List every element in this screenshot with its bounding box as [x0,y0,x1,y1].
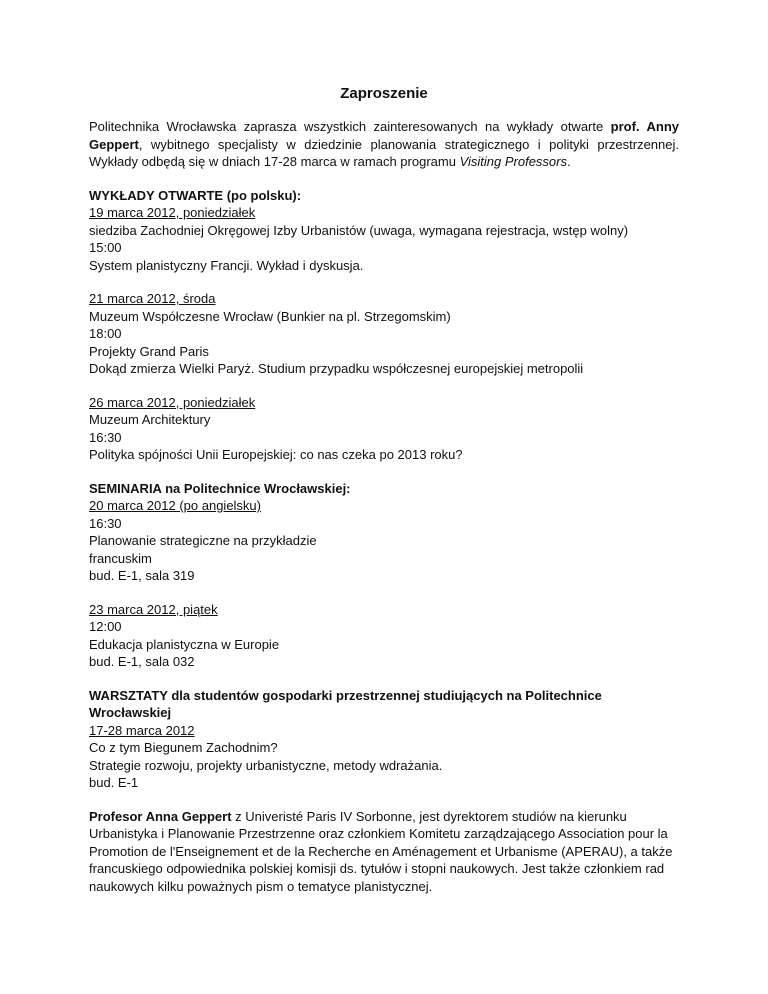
event-line: bud. E-1, sala 032 [89,654,195,669]
event-line: Projekty Grand Paris [89,343,209,359]
event-date: 23 marca 2012, piątek [89,601,218,617]
event-date: 17-28 marca 2012 [89,722,195,738]
event-line: System planistyczny Francji. Wykład i dyskusja. [89,257,364,273]
event-date: 19 marca 2012, poniedziałek [89,205,256,220]
event-line: Dokąd zmierza Wielki Paryż. Studium przypadku współczesnej europejskiej metropolii [89,361,584,376]
seminar-event-1 [89,480,679,585]
lecture-event-2 [89,290,679,378]
seminar-event-2 [89,601,679,671]
workshops-heading: WARSZTATY dla studentów gospodarki przestrzennej studiujących na Politechnice Wrocławskiej [89,687,602,720]
document-body [89,118,679,895]
intro-paragraph [89,118,679,171]
intro-text-3: . [566,154,571,169]
intro-text-1: Politechnika Wrocławska zaprasza wszystkich zainteresowanych na wykłady otwarte [89,119,611,134]
intro-professor-name: prof. Anny Geppert [89,119,680,152]
lecture-event-1 [89,187,679,275]
workshop-event-1 [89,687,679,792]
event-line: Muzeum Architektury [89,412,211,427]
bio-name: Profesor Anna Geppert [89,808,232,824]
event-line: 16:30 [89,515,122,531]
seminars-heading: SEMINARIA na Politechnice Wrocławskiej: [89,480,351,496]
event-line: 12:00 [89,619,122,634]
event-line: Planowanie strategiczne na przykładzie [89,533,317,548]
event-line: Edukacja planistyczna w Europie [89,636,280,652]
event-line: Strategie rozwoju, projekty urbanistyczne, metody wdrażania. [89,757,443,773]
event-line: 15:00 [89,240,122,255]
event-line: Co z tym Biegunem Zachodnim? [89,740,278,755]
event-line: 16:30 [89,429,122,445]
intro-program-name: Visiting Professors [459,154,567,169]
lectures-heading: WYKŁADY OTWARTE (po polsku): [89,187,302,203]
event-date: 21 marca 2012, środa [89,291,216,306]
event-date: 20 marca 2012 (po angielsku) [89,498,261,513]
page-title: Zaproszenie [340,85,428,102]
event-line: siedziba Zachodniej Okręgowej Izby Urbanistów (uwaga, wymagana rejestracja, wstęp wolny) [89,222,629,238]
intro-text-2: , wybitnego specjalisty w dziedzinie planowania strategicznego i polityki przestrzennej. Wykłady odbędą się w dniach 17-28 marca w ramach programu [89,136,679,169]
event-line: 18:00 [89,326,122,341]
event-date: 26 marca 2012, poniedziałek [89,394,256,410]
bio-text: z Univeristé Paris IV Sorbonne, jest dyrektorem studiów na kierunku Urbanistyka i Planowanie Przestrzenne oraz członkiem Komitetu zarządzającego Association pour la Promotion de l'Enseignement et de la Recherche en Aménagement et Urbanisme (APERAU), a także francuskiego odpowiednika polskiej komisji ds. tytułów i stopni naukowych. Jest także członkiem rad naukowych kilku poważnych pism o tematyce planistycznej. [89,808,673,894]
event-line: bud. E-1 [89,775,139,790]
event-line: Muzeum Współczesne Wrocław (Bunkier na pl. Strzegomskim) [89,308,451,324]
event-line: Polityka spójności Unii Europejskiej: co nas czeka po 2013 roku? [89,447,463,462]
lecture-event-3 [89,394,679,464]
bio-paragraph [89,808,679,896]
event-line: francuskim [89,550,152,566]
event-line: bud. E-1, sala 319 [89,568,195,583]
